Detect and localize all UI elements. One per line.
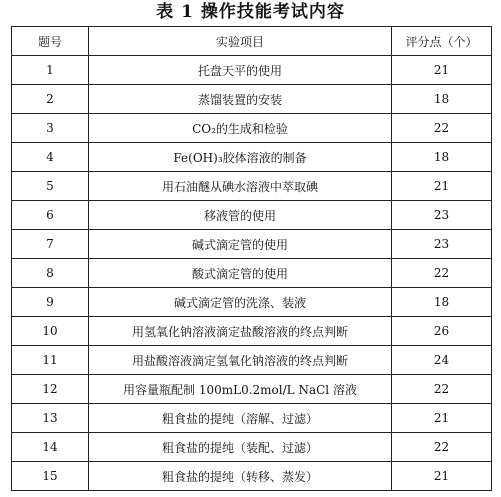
table-row	[12, 404, 492, 433]
row-experiment-item: 碱式滴定管的使用	[89, 230, 392, 259]
table-row	[12, 462, 492, 491]
row-scoring-points: 22	[392, 433, 492, 462]
row-experiment-item: 粗食盐的提纯（转移、蒸发）	[89, 462, 392, 491]
row-experiment-item: 粗食盐的提纯（装配、过滤）	[89, 433, 392, 462]
table-row	[12, 375, 492, 404]
row-number: 2	[12, 85, 89, 114]
table-row	[12, 317, 492, 346]
exam-content-table	[11, 26, 492, 491]
row-number: 3	[12, 114, 89, 143]
row-experiment-item: 用氢氧化钠溶液滴定盐酸溶液的终点判断	[89, 317, 392, 346]
header-number: 题号	[12, 27, 89, 56]
row-number: 11	[12, 346, 89, 375]
row-scoring-points: 22	[392, 114, 492, 143]
table-row	[12, 346, 492, 375]
header-scoring-points: 评分点（个）	[392, 27, 492, 56]
table-header-row	[12, 27, 492, 56]
table-row	[12, 259, 492, 288]
row-scoring-points: 21	[392, 172, 492, 201]
row-scoring-points: 21	[392, 462, 492, 491]
row-number: 12	[12, 375, 89, 404]
table-row	[12, 85, 492, 114]
row-experiment-item: 粗食盐的提纯（溶解、过滤）	[89, 404, 392, 433]
row-number: 1	[12, 56, 89, 85]
table-row	[12, 172, 492, 201]
row-experiment-item: CO₂的生成和检验	[89, 114, 392, 143]
row-experiment-item: 酸式滴定管的使用	[89, 259, 392, 288]
row-scoring-points: 18	[392, 288, 492, 317]
row-experiment-item: 用盐酸溶液滴定氢氧化钠溶液的终点判断	[89, 346, 392, 375]
row-experiment-item: Fe(OH)₃胶体溶液的制备	[89, 143, 392, 172]
row-scoring-points: 18	[392, 143, 492, 172]
row-scoring-points: 21	[392, 56, 492, 85]
header-experiment-item: 实验项目	[89, 27, 392, 56]
table-row	[12, 114, 492, 143]
row-number: 5	[12, 172, 89, 201]
table-row	[12, 288, 492, 317]
table-row	[12, 230, 492, 259]
row-experiment-item: 托盘天平的使用	[89, 56, 392, 85]
table-caption: 表 1 操作技能考试内容	[156, 2, 345, 22]
row-experiment-item: 用容量瓶配制 100mL0.2mol/L NaCl 溶液	[89, 375, 392, 404]
row-experiment-item: 移液管的使用	[89, 201, 392, 230]
table-row	[12, 433, 492, 462]
table-row	[12, 143, 492, 172]
row-number: 7	[12, 230, 89, 259]
row-scoring-points: 24	[392, 346, 492, 375]
row-number: 13	[12, 404, 89, 433]
table-row	[12, 56, 492, 85]
row-scoring-points: 26	[392, 317, 492, 346]
row-scoring-points: 23	[392, 201, 492, 230]
row-number: 9	[12, 288, 89, 317]
row-number: 8	[12, 259, 89, 288]
row-number: 10	[12, 317, 89, 346]
row-scoring-points: 21	[392, 404, 492, 433]
row-experiment-item: 用石油醚从碘水溶液中萃取碘	[89, 172, 392, 201]
row-scoring-points: 23	[392, 230, 492, 259]
row-number: 14	[12, 433, 89, 462]
row-scoring-points: 18	[392, 85, 492, 114]
row-number: 15	[12, 462, 89, 491]
row-experiment-item: 蒸馏装置的安装	[89, 85, 392, 114]
row-number: 4	[12, 143, 89, 172]
row-scoring-points: 22	[392, 375, 492, 404]
row-number: 6	[12, 201, 89, 230]
table-row	[12, 201, 492, 230]
row-experiment-item: 碱式滴定管的洗涤、装液	[89, 288, 392, 317]
row-scoring-points: 22	[392, 259, 492, 288]
